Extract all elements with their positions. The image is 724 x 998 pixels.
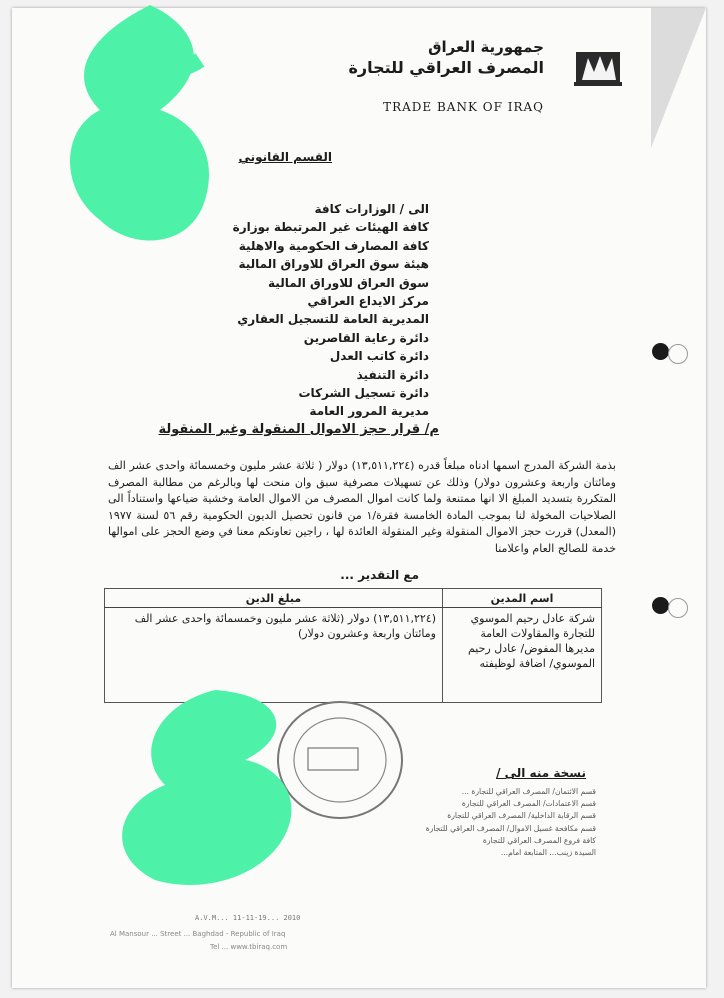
recipient-item: هيئة سوق العراق للاوراق المالية <box>238 257 429 272</box>
copy-item: السيدة زينب... المتابعة امام... <box>500 848 596 858</box>
recipient-item: دائرة رعاية القاصرين <box>303 330 429 345</box>
column-header-amount: مبلغ الدين <box>105 589 443 608</box>
department-label: القسم القانوني <box>238 150 332 164</box>
subject-line: م/ قرار حجز الاموال المنقولة وغير المنقولة <box>158 422 439 437</box>
recipient-item: الى / الوزارات كافة <box>314 202 429 216</box>
footer-reference: A.V.M... 11-11-19... 2010 <box>195 914 301 922</box>
punch-hole-ring <box>668 598 688 618</box>
copy-item: قسم الرقابة الداخلية/ المصرف العراقي للتجارة <box>447 811 596 821</box>
letterhead-country: جمهورية العراق <box>428 38 544 56</box>
recipient-item: المديرية العامة للتسجيل العقاري <box>237 312 429 327</box>
folded-corner <box>651 8 706 148</box>
punch-hole <box>652 343 669 360</box>
punch-hole-ring <box>668 344 688 364</box>
redaction-scribble-top <box>40 0 240 270</box>
copies-list <box>426 786 596 859</box>
recipient-item: دائرة كاتب العدل <box>329 349 429 364</box>
copy-item: قسم الائتمان/ المصرف العراقي للتجارة ... <box>461 787 596 796</box>
table-header-row <box>105 589 602 608</box>
copies-title: نسخة منه الى / <box>496 766 586 780</box>
punch-hole <box>652 597 669 614</box>
copy-item: قسم الاعتمادات/ المصرف العراقي للتجارة <box>461 799 596 809</box>
recipient-item: كافة الهيئات غير المرتبطة بوزارة <box>232 220 429 235</box>
letterhead-bank-english: TRADE BANK OF IRAQ <box>383 100 544 114</box>
recipient-item: مديرية المرور العامة <box>309 404 429 419</box>
copy-item: قسم مكافحة غسيل الاموال/ المصرف العراقي للتجارة <box>425 823 596 833</box>
letter-body: بذمة الشركة المدرج اسمها ادناه مبلغاً قدره (١٣,٥١١,٢٢٤) دولار ( ثلاثة عشر مليون وخمسمائة واحدى عشر الف ومائتان واربعة وعشرون دولار) وذلك عن تسهيلات مصرفية سبق وان منحت لها وبالرغم من مطالبة المصرف المتكررة بتسديد المبلغ الا انها ممتنعة ولما كانت اموال المصرف من الاموال العامة وخشية ضياعها واستناداً الى الصلاحيات المخولة لنا بموجب المادة الخامسة فقرة/١ من قانون تحصيل الديون الحكومية رقم ٥٦ لسنة ١٩٧٧ (المعدل) قررت حجز الاموال المنقولة وغير المنقولة العائدة لها ، راجين تعاونكم معنا في وضع الحجز على اموالها خدمة للصالح العام واعلامنا <box>108 459 616 555</box>
recipients-list <box>233 200 429 421</box>
amount-cell: (١٣,٥١١,٢٢٤) دولار (ثلاثة عشر مليون وخمسمائة واحدى عشر الف ومائتان واربعة وعشرون دولار) <box>105 608 443 703</box>
recipient-item: كافة المصارف الحكومية والاهلية <box>238 238 429 253</box>
recipient-item: مركز الايداع العراقي <box>307 294 429 309</box>
letterhead-bank-arabic: المصرف العراقي للتجارة <box>348 58 544 77</box>
debtor-cell: شركة عادل رحيم الموسوي للتجارة والمقاولات العامة مديرها المفوض/ عادل رحيم الموسوي/ اضافة لوظيفته <box>443 608 602 703</box>
copy-item: كافة فروع المصرف العراقي للتجارة <box>482 835 596 845</box>
redaction-scribble-bottom <box>95 685 325 890</box>
footer-address: Al Mansour ... Street ... Baghdad - Republic of Iraq <box>110 930 286 938</box>
column-header-debtor: اسم المدين <box>443 589 602 608</box>
recipient-item: سوق العراق للاوراق المالية <box>268 275 429 290</box>
footer-contact: Tel ... www.tbiraq.com <box>210 943 288 951</box>
recipient-item: دائرة التنفيذ <box>356 367 429 382</box>
bank-logo-icon <box>568 42 628 92</box>
closing-regards: مع التقدير ... <box>340 568 419 582</box>
recipient-item: دائرة تسجيل الشركات <box>298 386 429 401</box>
